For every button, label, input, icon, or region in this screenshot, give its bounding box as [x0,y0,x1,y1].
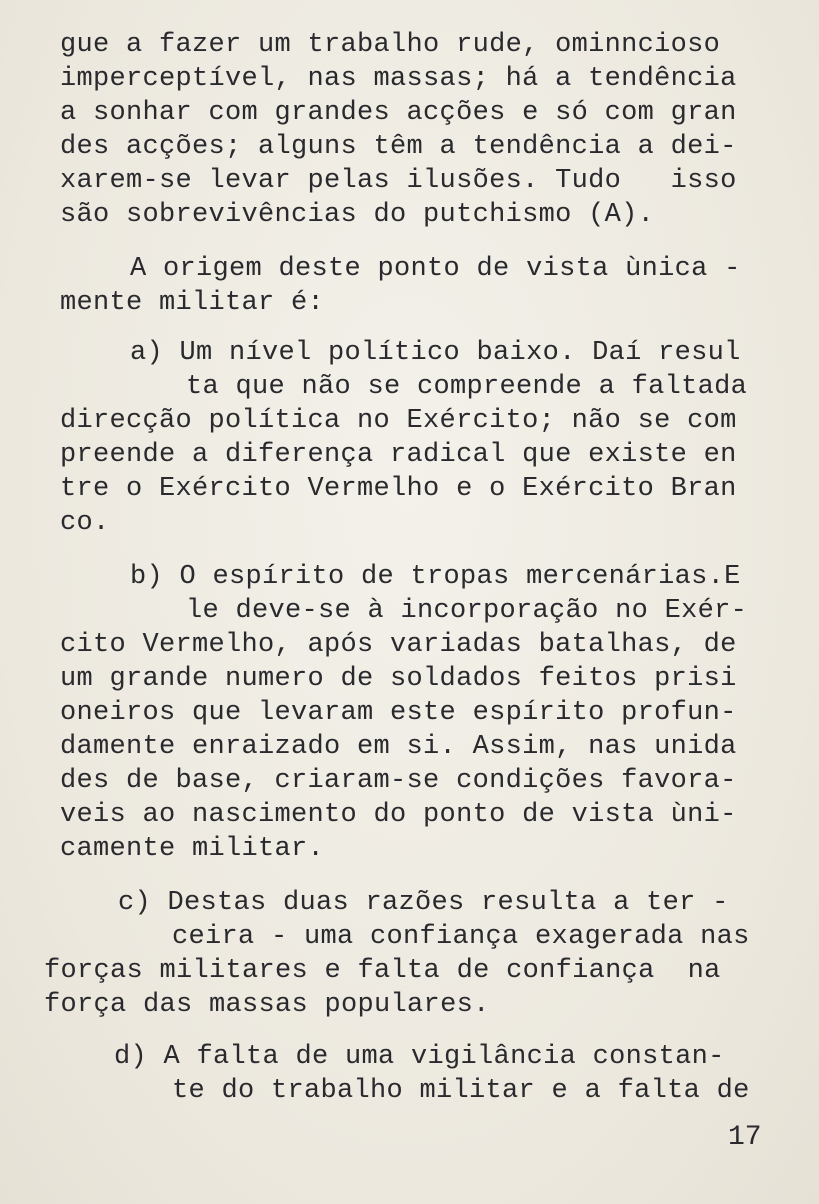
text-line-1: gue a fazer um trabalho rude, ominncioso [60,30,721,60]
text-line-19: oneiros que levaram este espírito profun- [60,698,737,728]
text-line-6: são sobrevivências do putchismo (A). [60,200,655,230]
text-line-21: des de base, criaram-se condições favora- [60,766,737,796]
text-line-20: damente enraizado em si. Assim, nas unida [60,732,737,762]
text-line-17: cito Vermelho, após variadas batalhas, de [60,630,737,660]
text-line-26: forças militares e falta de confiança na [44,956,721,986]
text-line-3: a sonhar com grandes acções e só com gran [60,98,737,128]
text-line-25: ceira - uma confiança exagerada nas [172,922,750,952]
text-line-4: des acções; alguns têm a tendência a dei- [60,132,737,162]
text-line-24: c) Destas duas razões resulta a ter - [118,888,729,918]
text-line-16: le deve-se à incorporação no Exér- [186,596,748,626]
text-line-10: ta que não se compreende a faltada [186,372,748,402]
text-line-23: camente militar. [60,834,325,864]
text-line-9: a) Um nível político baixo. Daí resul [130,338,741,368]
text-line-5: xarem-se levar pelas ilusões. Tudo isso [60,166,737,196]
text-line-29: te do trabalho militar e a falta de [172,1076,750,1106]
text-line-13: tre o Exército Vermelho e o Exército Bran [60,474,737,504]
text-line-8: mente militar é: [60,288,325,318]
page-number: 17 [728,1122,762,1153]
text-line-15: b) O espírito de tropas mercenárias.E [130,562,741,592]
text-line-11: direcção política no Exército; não se com [60,406,737,436]
text-line-22: veis ao nascimento do ponto de vista ùni- [60,800,737,830]
text-line-14: co. [60,508,110,538]
text-line-12: preende a diferença radical que existe en [60,440,737,470]
text-line-18: um grande numero de soldados feitos prisi [60,664,737,694]
text-line-2: imperceptível, nas massas; há a tendência [60,64,737,94]
text-line-7: A origem deste ponto de vista ùnica - [130,254,741,284]
text-line-27: força das massas populares. [44,990,490,1020]
text-line-28: d) A falta de uma vigilância constan- [114,1042,725,1072]
